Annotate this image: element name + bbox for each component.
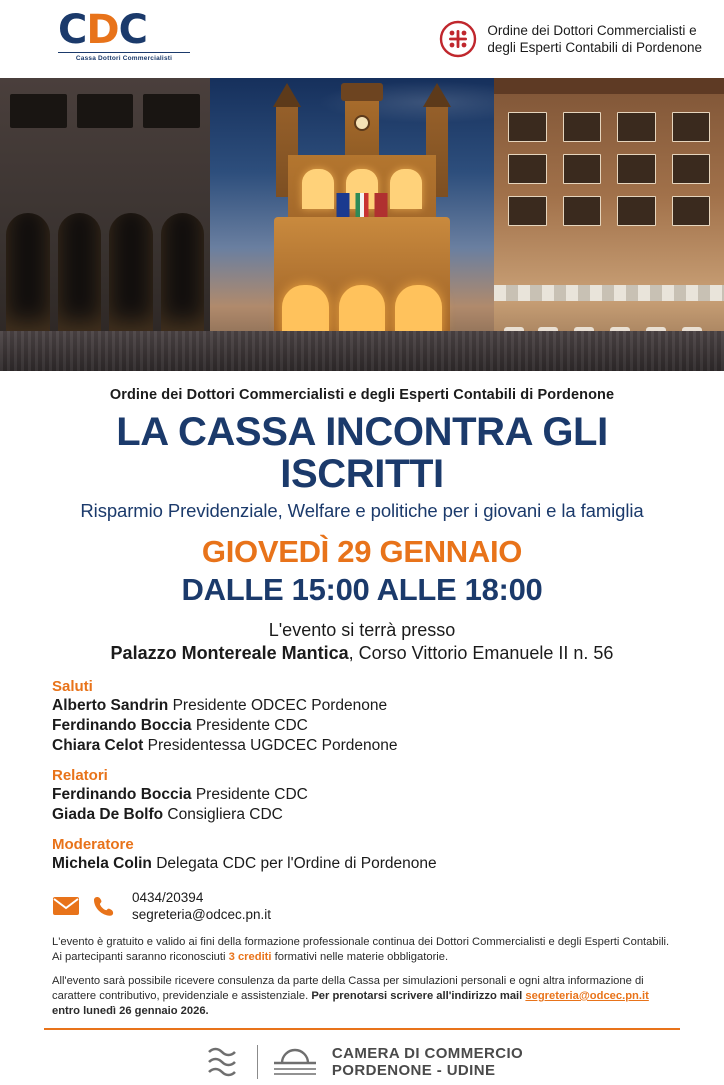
contact-email[interactable]: segreteria@odcec.pn.it (132, 907, 272, 922)
event-subtitle: Risparmio Previdenziale, Welfare e politiche per i giovani e la famiglia (80, 500, 644, 521)
venue-intro: L'evento si terrà presso (268, 620, 456, 640)
group-relatori (52, 767, 672, 825)
cdc-logo (58, 7, 198, 68)
person-role: Presidente CDC (191, 786, 308, 803)
contacts-section (0, 885, 724, 923)
poster-header (0, 0, 724, 78)
venue-line (30, 643, 694, 664)
photo-town-hall (274, 99, 450, 337)
photo-left-arches (6, 213, 204, 333)
person-name: Michela Colin (52, 855, 152, 872)
photo-hall-arches (282, 285, 442, 337)
footer-line-1: CAMERA DI COMMERCIO (331, 1045, 524, 1062)
people-section (0, 664, 724, 874)
venue-address: , Corso Vittorio Emanuele II n. 56 (348, 643, 614, 663)
cdc-logo-letter-3: C (118, 7, 147, 53)
person-role: Consigliera CDC (163, 806, 283, 823)
title-block (0, 371, 724, 664)
list-item (52, 696, 672, 716)
odcec-text-line-2: degli Esperti Contabili di Pordenone (487, 40, 702, 55)
camera-commercio-knot-icon (201, 1044, 243, 1080)
fine-print-paragraph-2 (52, 974, 672, 1019)
odcec-logo (439, 20, 702, 58)
list-item (52, 785, 672, 805)
envelope-icon (52, 895, 80, 917)
photo-flags (337, 193, 388, 219)
credits-badge: 3 crediti (228, 951, 272, 963)
contact-phone[interactable]: 0434/20394 (132, 890, 204, 905)
camera-commercio-text (332, 1045, 523, 1079)
fine-print (0, 923, 724, 1019)
photo-right-windows (508, 112, 710, 226)
photo-hall-lower (274, 217, 450, 337)
person-name: Ferdinando Boccia (52, 717, 192, 734)
odcec-text-line-1: Ordine dei Dottori Commercialisti e (487, 23, 697, 38)
event-time: DALLE 15:00 ALLE 18:00 (181, 572, 543, 607)
photo-piazza-pavement (0, 331, 724, 371)
person-name: Alberto Sandrin (52, 697, 169, 714)
group-label: Relatori (52, 767, 108, 784)
person-name: Giada De Bolfo (52, 806, 164, 823)
photo-tower-clock (354, 115, 370, 131)
photo-left-windows (10, 94, 200, 184)
person-name: Chiara Celot (52, 737, 144, 754)
person-role: Delegata CDC per l'Ordine di Pordenone (151, 855, 437, 872)
odcec-seal-icon (439, 20, 477, 58)
booking-email-link[interactable]: segreteria@odcec.pn.it (525, 990, 649, 1002)
event-date: GIOVEDÌ 29 GENNAIO (201, 534, 523, 569)
contact-details (132, 889, 271, 923)
organizer-line: Ordine dei Dottori Commercialisti e degli Esperti Contabili di Pordenone (109, 387, 615, 403)
list-item (52, 716, 672, 736)
fine-p1-part-a: L'evento è gratuito e valido ai fini della formazione professionale continua dei Dottori Commercialisti e degli Esperti Contabili. Ai partecipanti saranno riconosciuti (52, 936, 670, 963)
venue-name: Palazzo Montereale Mantica (110, 643, 349, 663)
group-label: Moderatore (52, 836, 134, 853)
bridge-icon (272, 1047, 318, 1077)
group-moderatore (52, 836, 672, 874)
poster-footer (0, 1030, 724, 1080)
person-role: Presidente ODCEC Pordenone (168, 697, 388, 714)
photo-right-roof (494, 78, 724, 94)
photo-left-arcade-building (0, 78, 210, 371)
list-item (52, 854, 672, 874)
cdc-logo-tagline: Cassa Dottori Commercialisti (58, 52, 190, 62)
group-label: Saluti (52, 678, 93, 695)
odcec-logo-text (487, 22, 702, 56)
person-role: Presidente CDC (191, 717, 308, 734)
cdc-logo-letters (58, 7, 198, 53)
footer-separator (257, 1045, 258, 1079)
hero-photo (0, 78, 724, 371)
footer-line-2: PORDENONE - UDINE (331, 1062, 496, 1079)
list-item (52, 805, 672, 825)
person-role: Presidentessa UGDCEC Pordenone (143, 737, 398, 754)
list-item (52, 736, 672, 756)
cdc-logo-letter-2: D (86, 7, 119, 53)
person-name: Ferdinando Boccia (52, 786, 192, 803)
phone-icon (92, 895, 120, 917)
fine-print-paragraph-1 (52, 935, 672, 965)
fine-p2-part-a: All'evento sarà possibile ricevere consulenza da parte della Cassa per simulazioni personali e ogni altra informazione di carattere contributivo, previdenziale e assistenziale. (52, 975, 644, 1002)
group-saluti (52, 678, 672, 756)
fine-p2-bold: Per prenotarsi scrivere all'indirizzo mail (311, 990, 526, 1002)
event-title: LA CASSA INCONTRA GLI ISCRITTI (116, 410, 608, 496)
fine-p1-part-b: formativi nelle materie obbligatorie. (271, 951, 449, 963)
cdc-logo-letter-1: C (58, 7, 87, 53)
fine-p2-deadline: entro lunedì 26 gennaio 2026. (52, 1005, 209, 1017)
